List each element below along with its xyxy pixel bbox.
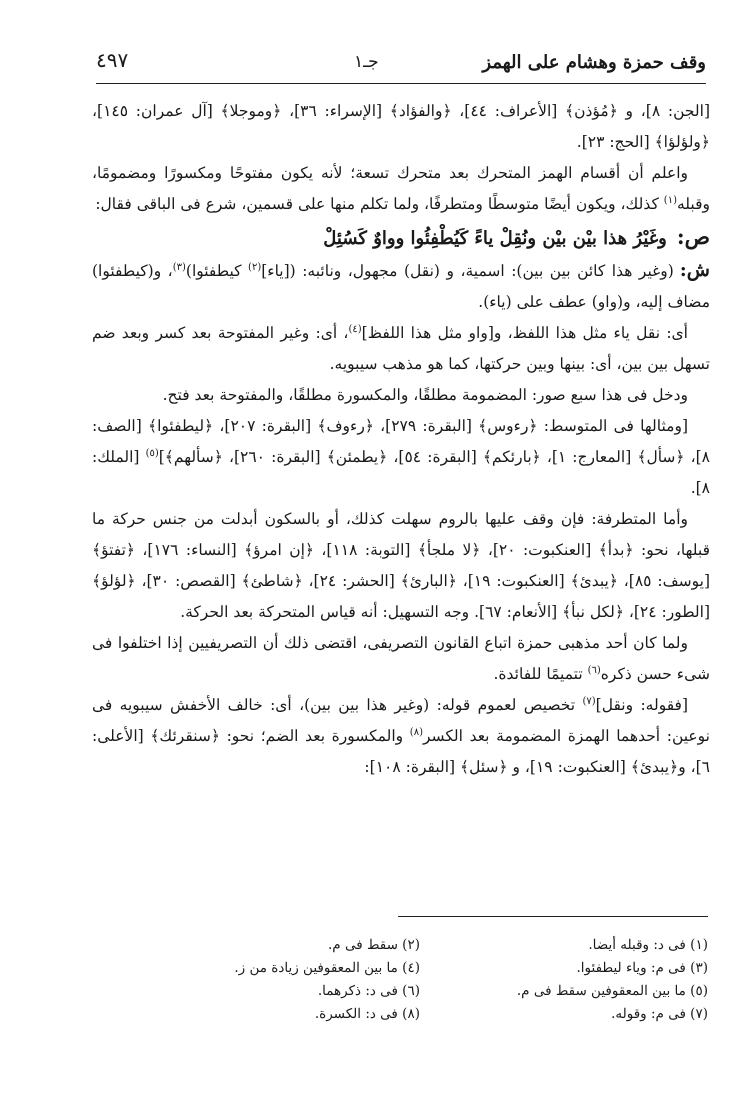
footnote-ref-7: (٧) bbox=[582, 695, 596, 707]
footnote-5: (٥) ما بين المعقوفين سقط فى م. bbox=[516, 983, 708, 999]
footnote-ref-2: (٢) bbox=[248, 261, 262, 273]
footnote-ref-1: (١) bbox=[663, 194, 677, 206]
footnote-3: (٣) فى م: وياء ليطفئوا. bbox=[576, 960, 708, 976]
header-title: وقف حمزة وهشام على الهمز bbox=[482, 52, 706, 73]
header-volume: جـ١ bbox=[354, 52, 379, 72]
footnotes bbox=[152, 934, 708, 1026]
paragraph-6: [ومثالها فى المتوسط: ﴿رءوس﴾ [البقرة: ٢٧٩]، ﴿رءوف﴾ [البقرة: ٢٠٧]، ﴿ليطفئوا﴾ [الصف: ٨]، ﴿سأل﴾ [المعارج: ١]، ﴿بارئكم﴾ [البقرة: ٥٤]، ﴿يطمئن﴾ [البقرة: ٢٦٠]، ﴿سألهم﴾]$^{(٥)}$ [الملك: ٨]. bbox=[92, 417, 710, 497]
page-number: ٤٩٧ bbox=[96, 48, 129, 72]
paragraph-9: [فقوله: ونقل]$^{(٧)}$ تخصيص لعموم قوله: (وغير هذا بين بين)، أى: خالف الأخفش سيبويه فى نوعين: أحدهما الهمزة المضمومة بعد الكسر$^{(٨)}$ والمكسورة بعد الضم؛ نحو: ﴿سنقرئك﴾ [الأعلى: ٦]، و﴿يبدئ﴾ [العنكبوت: ١٩]، و ﴿سئل﴾ [البقرة: ١٠٨]: bbox=[92, 695, 710, 776]
footnote-ref-8: (٨) bbox=[409, 726, 423, 738]
paragraph-2: واعلم أن أقسام الهمز المتحرك بعد متحرك تسعة؛ لأنه يكون مفتوحًا ومكسورًا ومضمومًا، وقبله$^{(١)}$ كذلك، ويكون أيضًا متوسطًا ومتطرفًا، ولما تكلم منها على قسمين، شرع فى الباقى فقال: bbox=[92, 164, 710, 213]
commentary-marker: ش: bbox=[679, 259, 710, 281]
poem-verse bbox=[92, 220, 710, 255]
paragraph-5: ودخل فى هذا سبع صور: المضمومة مطلقًا، والمكسورة مطلقًا، والمفتوحة بعد فتح. bbox=[162, 386, 688, 404]
footnote-1: (١) فى د: وقبله أيضا. bbox=[588, 937, 708, 953]
commentary-paragraph: ش:(وغير هذا كائن بين بين): اسمية، و (نقل) مجهول، ونائبه: ([ياء]$^{(٢)}$ كيطفئوا)$^{(٣)}$، و(كيطفئوا) مضاف إليه، و(واو) عطف على (ياء). bbox=[92, 259, 710, 311]
footnote-8: (٨) فى د: الكسرة. bbox=[314, 1006, 420, 1022]
footnote-ref-3: (٣) bbox=[172, 261, 186, 273]
running-header bbox=[96, 40, 706, 84]
footnote-ref-6: (٦) bbox=[587, 664, 601, 676]
paragraph-8: ولما كان أحد مذهبى حمزة اتباع القانون التصريفى، اقتضى ذلك أن التصريفيين إذا اختلفوا فى شىء حسن ذكره$^{(٦)}$ تتميمًا للفائدة. bbox=[92, 634, 710, 683]
header-rule bbox=[96, 83, 706, 84]
footnote-ref-4: (٤) bbox=[348, 323, 362, 335]
main-text bbox=[92, 96, 710, 783]
paragraph-4: أى: نقل ياء مثل هذا اللفظ، و[واو مثل هذا اللفظ]$^{(٤)}$، أى: وغير المفتوحة بعد كسر وبعد ضم تسهل بين بين، أى: بينها وبين حركتها، كما هو مذهب سيبويه. bbox=[92, 323, 710, 373]
paragraph-7: وأما المتطرفة: فإن وقف عليها بالروم سهلت كذلك، أو بالسكون أبدلت من جنس حركة ما قبلها، نحو: ﴿بدأ﴾ [العنكبوت: ٢٠]، ﴿لا ملجأ﴾ [التوبة: ١١٨]، ﴿إن امرؤ﴾ [النساء: ١٧٦]، ﴿تفتؤ﴾ [يوسف: ٨٥]، ﴿يبدئ﴾ [العنكبوت: ١٩]، ﴿البارئ﴾ [الحشر: ٢٤]، ﴿شاطئ﴾ [القصص: ٣٠]، ﴿لؤلؤ﴾ [الطور: ٢٤]، ﴿لكل نبأ﴾ [الأنعام: ٦٧]. وجه التسهيل: أنه قياس المتحركة بعد الحركة. bbox=[92, 510, 711, 621]
footnote-6: (٦) فى د: ذكرهما. bbox=[317, 983, 420, 999]
footnote-7: (٧) فى م: وقوله. bbox=[611, 1006, 708, 1022]
paragraph-1: [الجن: ٨]، و ﴿مُؤذن﴾ [الأعراف: ٤٤]، ﴿والفؤاد﴾ [الإسراء: ٣٦]، ﴿وموجلا﴾ [آل عمران: ١٤٥]، ﴿ولؤلؤا﴾ [الحج: ٢٣]. bbox=[92, 102, 710, 151]
verse-marker: ص: bbox=[676, 224, 710, 249]
footnote-ref-5: (٥) bbox=[145, 447, 159, 459]
footnote-2: (٢) سقط فى م. bbox=[328, 937, 420, 953]
footnote-rule bbox=[398, 916, 708, 917]
footnote-4: (٤) ما بين المعقوفين زيادة من ز. bbox=[234, 960, 420, 976]
verse-text: وغَيْرُ هذا بيْن بيْن ونُقِلْ ياءً كَيُطْفِئُوا وواوٌ كَسُئِلْ bbox=[323, 228, 667, 249]
